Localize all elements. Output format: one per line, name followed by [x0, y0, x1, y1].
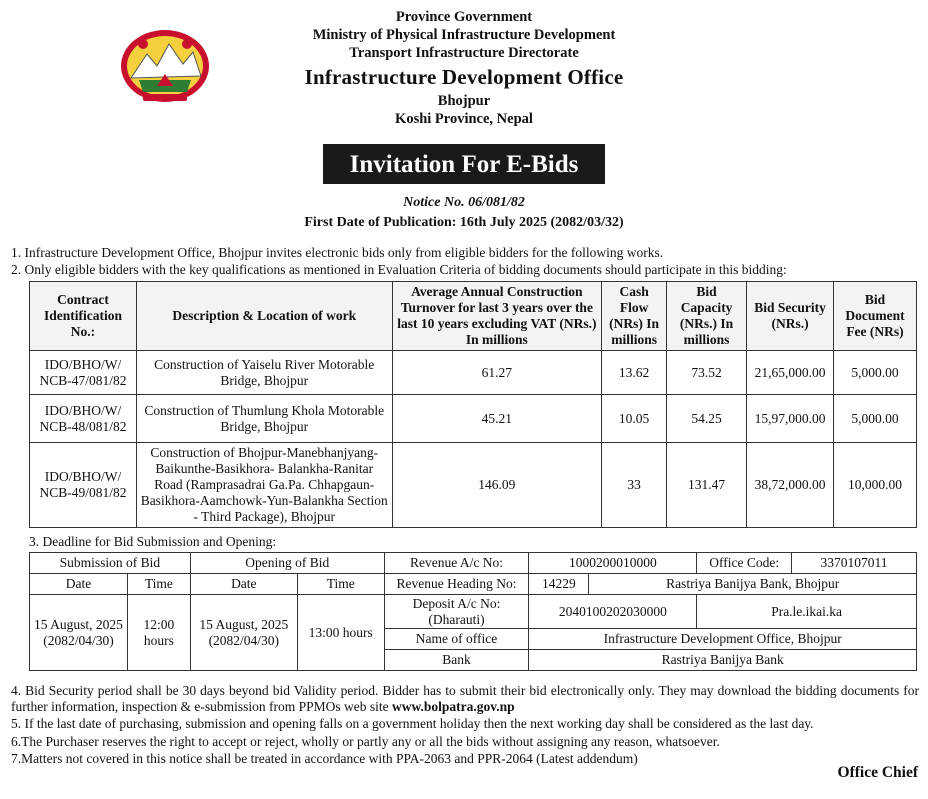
turnover-value: 146.09	[392, 443, 602, 528]
para-1: 1. Infrastructure Development Office, Bhojpur invites electronic bids only from eligible bidders for the following works.	[11, 245, 664, 260]
opening-time: 13:00 hours	[297, 595, 384, 671]
work-description: Construction of Yaiselu River Motorable Bridge, Bhojpur	[136, 351, 392, 395]
letterhead	[0, 8, 928, 128]
deadline-subheader-row	[30, 574, 917, 595]
line-ministry: Ministry of Physical Infrastructure Development	[312, 27, 616, 43]
office-city: Bhojpur	[437, 93, 491, 109]
deposit-ac-value: 2040100202030000	[529, 595, 697, 629]
revenue-ac-label: Revenue A/c No:	[384, 553, 529, 574]
open-date-label: Date	[190, 574, 297, 595]
turnover-value: 61.27	[392, 351, 602, 395]
col-contract-id: Contract Identification No.:	[30, 282, 137, 351]
revenue-ac-value: 1000200010000	[529, 553, 697, 574]
deadline-header-row	[30, 553, 917, 574]
submission-heading: Submission of Bid	[30, 553, 191, 574]
revenue-heading-value: 14229	[529, 574, 589, 595]
col-description: Description & Location of work	[136, 282, 392, 351]
website-link[interactable]: www.bolpatra.gov.np	[391, 699, 515, 714]
line-province: Province Government	[395, 9, 533, 25]
col-cash-flow: Cash Flow (NRs) In millions	[602, 282, 667, 351]
office-name: Infrastructure Development Office	[304, 65, 624, 89]
submission-date: 15 August, 2025 (2082/04/30)	[30, 595, 128, 671]
works-table	[29, 281, 917, 528]
col-turnover: Average Annual Construction Turnover for last 3 years over the last 10 years excluding VAT (NRs.) In millions	[392, 282, 602, 351]
para-3: 3. Deadline for Bid Submission and Opening:	[29, 534, 277, 549]
deposit-code: Pra.le.ikai.ka	[697, 595, 917, 629]
para-7: 7.Matters not covered in this notice shall be treated in accordance with PPA-2063 and PPR-2064 (Latest addendum)	[11, 751, 638, 766]
bank-label: Bank	[384, 650, 529, 671]
bid-capacity-value: 54.25	[667, 395, 747, 443]
bid-security-value: 38,72,000.00	[747, 443, 834, 528]
publication-date: First Date of Publication: 16th July 2025 (2082/03/32)	[304, 215, 624, 230]
table-row	[30, 351, 917, 395]
office-name-label: Name of office	[384, 629, 529, 650]
para-4-text: 4. Bid Security period shall be 30 days beyond bid Validity period. Bidder has to submit their bid electronically only. They may download the bidding documents for further information, inspection & e-submission from PPMOs web site	[11, 683, 919, 714]
bid-capacity-value: 131.47	[667, 443, 747, 528]
office-name-value: Infrastructure Development Office, Bhojpur	[529, 629, 917, 650]
office-code-label: Office Code:	[697, 553, 792, 574]
work-description: Construction of Thumlung Khola Motorable Bridge, Bhojpur	[136, 395, 392, 443]
table-row	[30, 395, 917, 443]
table-header-row	[30, 282, 917, 351]
bid-security-value: 15,97,000.00	[747, 395, 834, 443]
bid-capacity-value: 73.52	[667, 351, 747, 395]
open-time-label: Time	[297, 574, 384, 595]
opening-heading: Opening of Bid	[190, 553, 384, 574]
revenue-bank: Rastriya Banijya Bank, Bhojpur	[589, 574, 917, 595]
deposit-ac-label: Deposit A/c No:(Dharauti)	[384, 595, 529, 629]
document-fee-value: 10,000.00	[834, 443, 917, 528]
contract-id: IDO/BHO/W/ NCB-48/081/82	[30, 395, 137, 443]
para-4	[11, 683, 919, 715]
document-fee-value: 5,000.00	[834, 351, 917, 395]
para-6: 6.The Purchaser reserves the right to accept or reject, wholly or partly any or all the bids without assigning any reason, whatsoever.	[11, 734, 720, 749]
para-5: 5. If the last date of purchasing, submission and opening falls on a government holiday then the next working day shall be considered as the last day.	[11, 716, 814, 731]
contract-id: IDO/BHO/W/ NCB-49/081/82	[30, 443, 137, 528]
sub-time-label: Time	[127, 574, 190, 595]
signature: Office Chief	[837, 764, 918, 781]
bid-security-value: 21,65,000.00	[747, 351, 834, 395]
document-fee-value: 5,000.00	[834, 395, 917, 443]
col-bid-capacity: Bid Capacity (NRs.) In millions	[667, 282, 747, 351]
sub-date-label: Date	[30, 574, 128, 595]
work-description: Construction of Bhojpur-Manebhanjyang-Baikunthe-Basikhora- Balankha-Ranitar Road (Ramprasadrai Ga.Pa. Chhapgaun-Basikhora-Aamchowk-Yun-Balankha Section - Third Package), Bhojpur	[136, 443, 392, 528]
col-bid-security: Bid Security (NRs.)	[747, 282, 834, 351]
contract-id: IDO/BHO/W/ NCB-47/081/82	[30, 351, 137, 395]
notice-block	[0, 193, 928, 233]
office-code-value: 3370107011	[792, 553, 917, 574]
deadline-data-row	[30, 595, 917, 629]
cash-flow-value: 13.62	[602, 351, 667, 395]
cash-flow-value: 33	[602, 443, 667, 528]
office-province: Koshi Province, Nepal	[395, 111, 533, 127]
revenue-heading-label: Revenue Heading No:	[384, 574, 529, 595]
table-row	[30, 443, 917, 528]
opening-date: 15 August, 2025 (2082/04/30)	[190, 595, 297, 671]
submission-time: 12:00 hours	[127, 595, 190, 671]
cash-flow-value: 10.05	[602, 395, 667, 443]
deadline-table	[29, 552, 917, 671]
notice-number: Notice No. 06/081/82	[403, 195, 525, 210]
line-directorate: Transport Infrastructure Directorate	[349, 45, 579, 61]
page-title: Invitation For E-Bids	[323, 144, 605, 184]
col-document-fee: Bid Document Fee (NRs)	[834, 282, 917, 351]
para-2: 2. Only eligible bidders with the key qualifications as mentioned in Evaluation Criteria of bidding documents should participate in this bidding:	[11, 262, 787, 277]
turnover-value: 45.21	[392, 395, 602, 443]
bank-value: Rastriya Banijya Bank	[529, 650, 917, 671]
